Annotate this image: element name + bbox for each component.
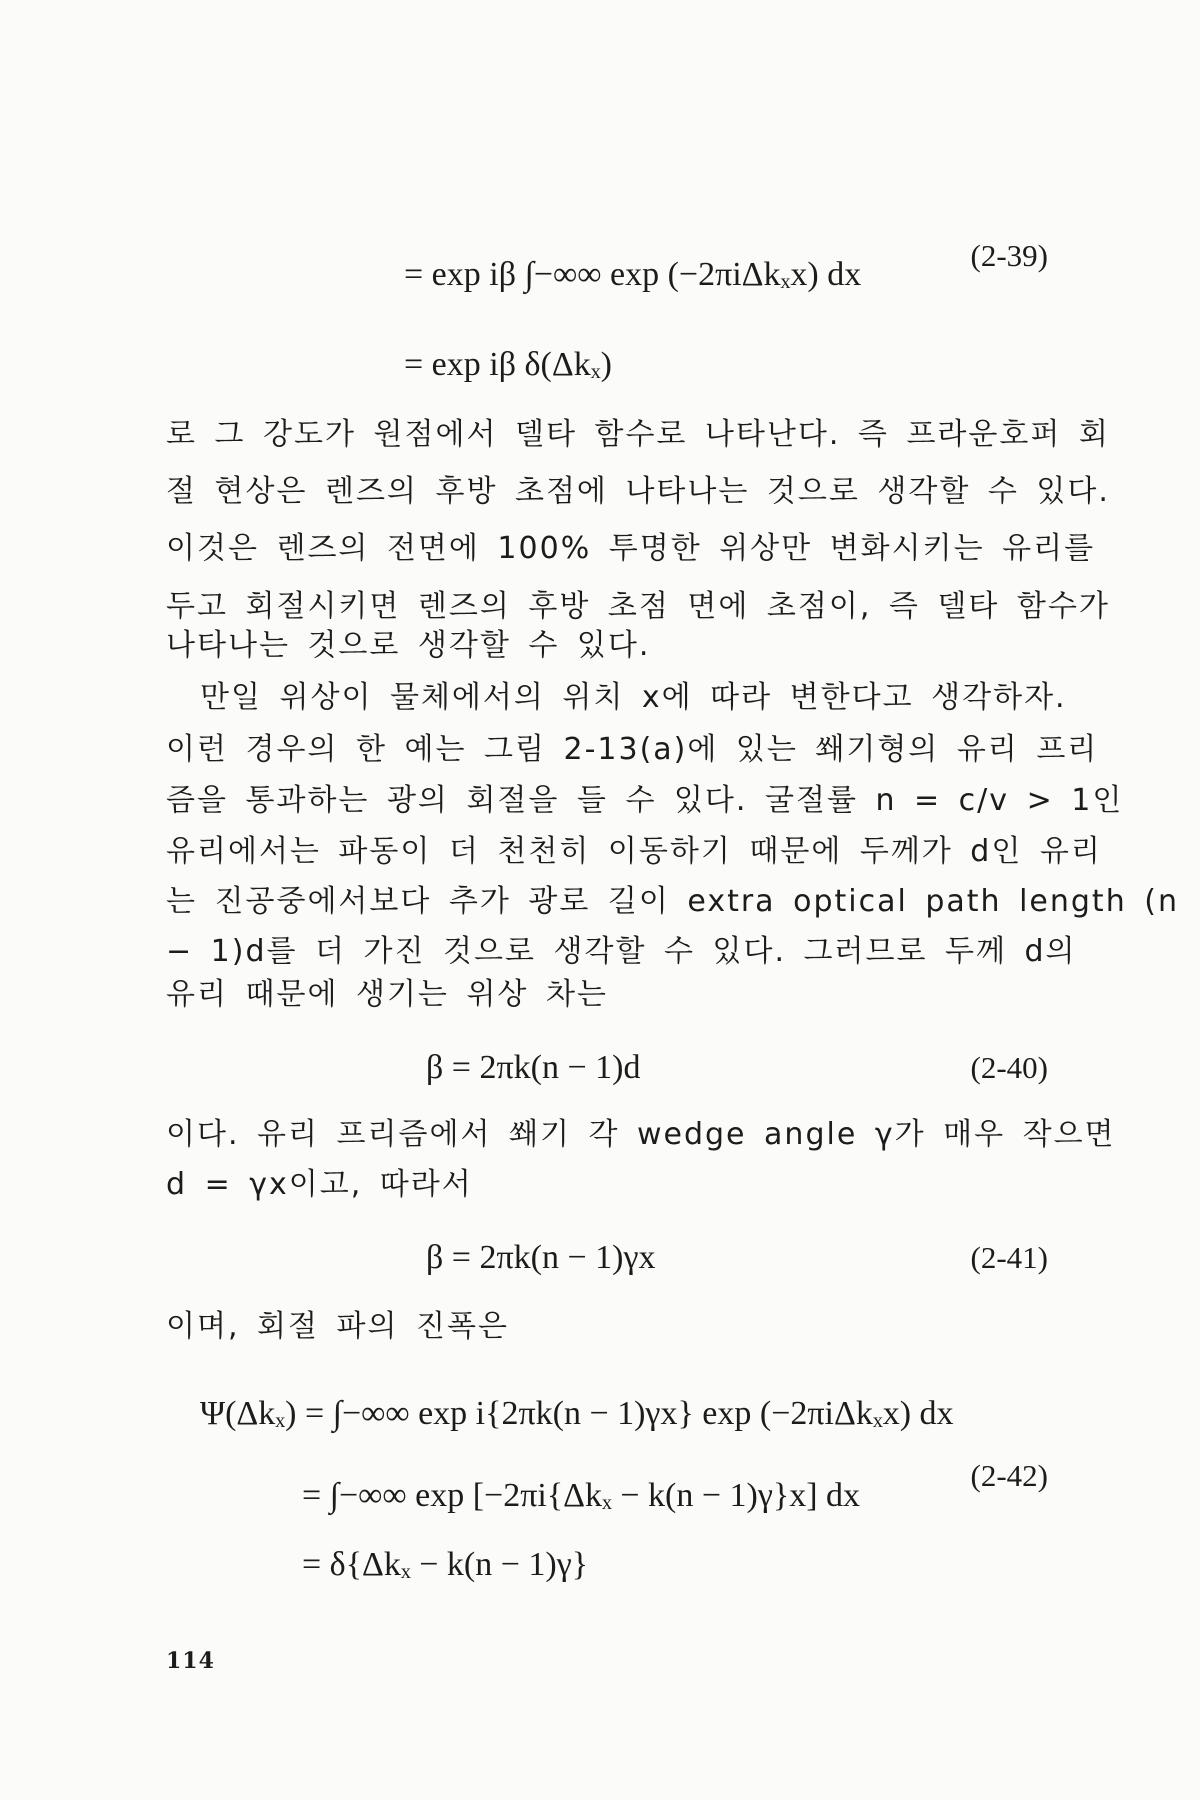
- equation-2-39-line-2: = exp iβ δ(Δkₓ): [404, 346, 612, 383]
- paragraph-2-line-2: 이런 경우의 한 예는 그림 2-13(a)에 있는 쐐기형의 유리 프리: [166, 732, 1099, 767]
- paragraph-2-line-7: 유리 때문에 생기는 위상 차는: [166, 977, 608, 1012]
- equation-number-2-42: (2-42): [970, 1458, 1048, 1493]
- paragraph-2-line-6: − 1)d를 더 가진 것으로 생각할 수 있다. 그러므로 두께 d의: [166, 934, 1077, 969]
- after-eq41-line: 이며, 회절 파의 진폭은: [166, 1309, 509, 1344]
- after-eq40-line-2: d = γx이고, 따라서: [166, 1167, 473, 1202]
- paragraph-1-line-2: 절 현상은 렌즈의 후방 초점에 나타나는 것으로 생각할 수 있다.: [166, 474, 1110, 509]
- paragraph-2-line-3: 즘을 통과하는 광의 회절을 들 수 있다. 굴절률 n = c/v > 1인: [166, 783, 1124, 818]
- equation-number-2-41: (2-41): [970, 1240, 1048, 1275]
- paragraph-1-line-1: 로 그 강도가 원점에서 델타 함수로 나타난다. 즉 프라운호퍼 회: [166, 417, 1110, 452]
- equation-number-2-40: (2-40): [970, 1050, 1048, 1085]
- paragraph-2-line-4: 유리에서는 파동이 더 천천히 이동하기 때문에 두께가 d인 유리: [166, 834, 1102, 869]
- equation-2-42-line-1: Ψ(Δkₓ) = ∫−∞∞ exp i{2πk(n − 1)γx} exp (−2πiΔkₓx) dx: [200, 1395, 954, 1432]
- paragraph-1-line-3: 이것은 렌즈의 전면에 100% 투명한 위상만 변화시키는 유리를: [166, 531, 1096, 566]
- equation-2-41: β = 2πk(n − 1)γx: [426, 1239, 656, 1276]
- equation-2-42-line-3: = δ{Δkₓ − k(n − 1)γ}: [302, 1546, 589, 1583]
- page-number: 114: [166, 1648, 215, 1674]
- equation-2-42-line-2: = ∫−∞∞ exp [−2πi{Δkₓ − k(n − 1)γ}x] dx: [302, 1477, 861, 1514]
- after-eq40-line-1: 이다. 유리 프리즘에서 쐐기 각 wedge angle γ가 매우 작으면: [166, 1117, 1116, 1152]
- paragraph-2-line-1: 만일 위상이 물체에서의 위치 x에 따라 변한다고 생각하자.: [200, 680, 1067, 715]
- equation-number-2-39: (2-39): [970, 238, 1048, 273]
- equation-2-39-line-1: = exp iβ ∫−∞∞ exp (−2πiΔkₓx) dx: [404, 256, 862, 293]
- paragraph-2-line-5: 는 진공중에서보다 추가 광로 길이 extra optical path length (n: [166, 884, 1179, 919]
- equation-2-40: β = 2πk(n − 1)d: [426, 1049, 641, 1086]
- paragraph-1-line-4: 두고 회절시키면 렌즈의 후방 초점 면에 초점이, 즉 델타 함수가: [166, 589, 1110, 624]
- paragraph-1-line-5: 나타나는 것으로 생각할 수 있다.: [166, 628, 651, 663]
